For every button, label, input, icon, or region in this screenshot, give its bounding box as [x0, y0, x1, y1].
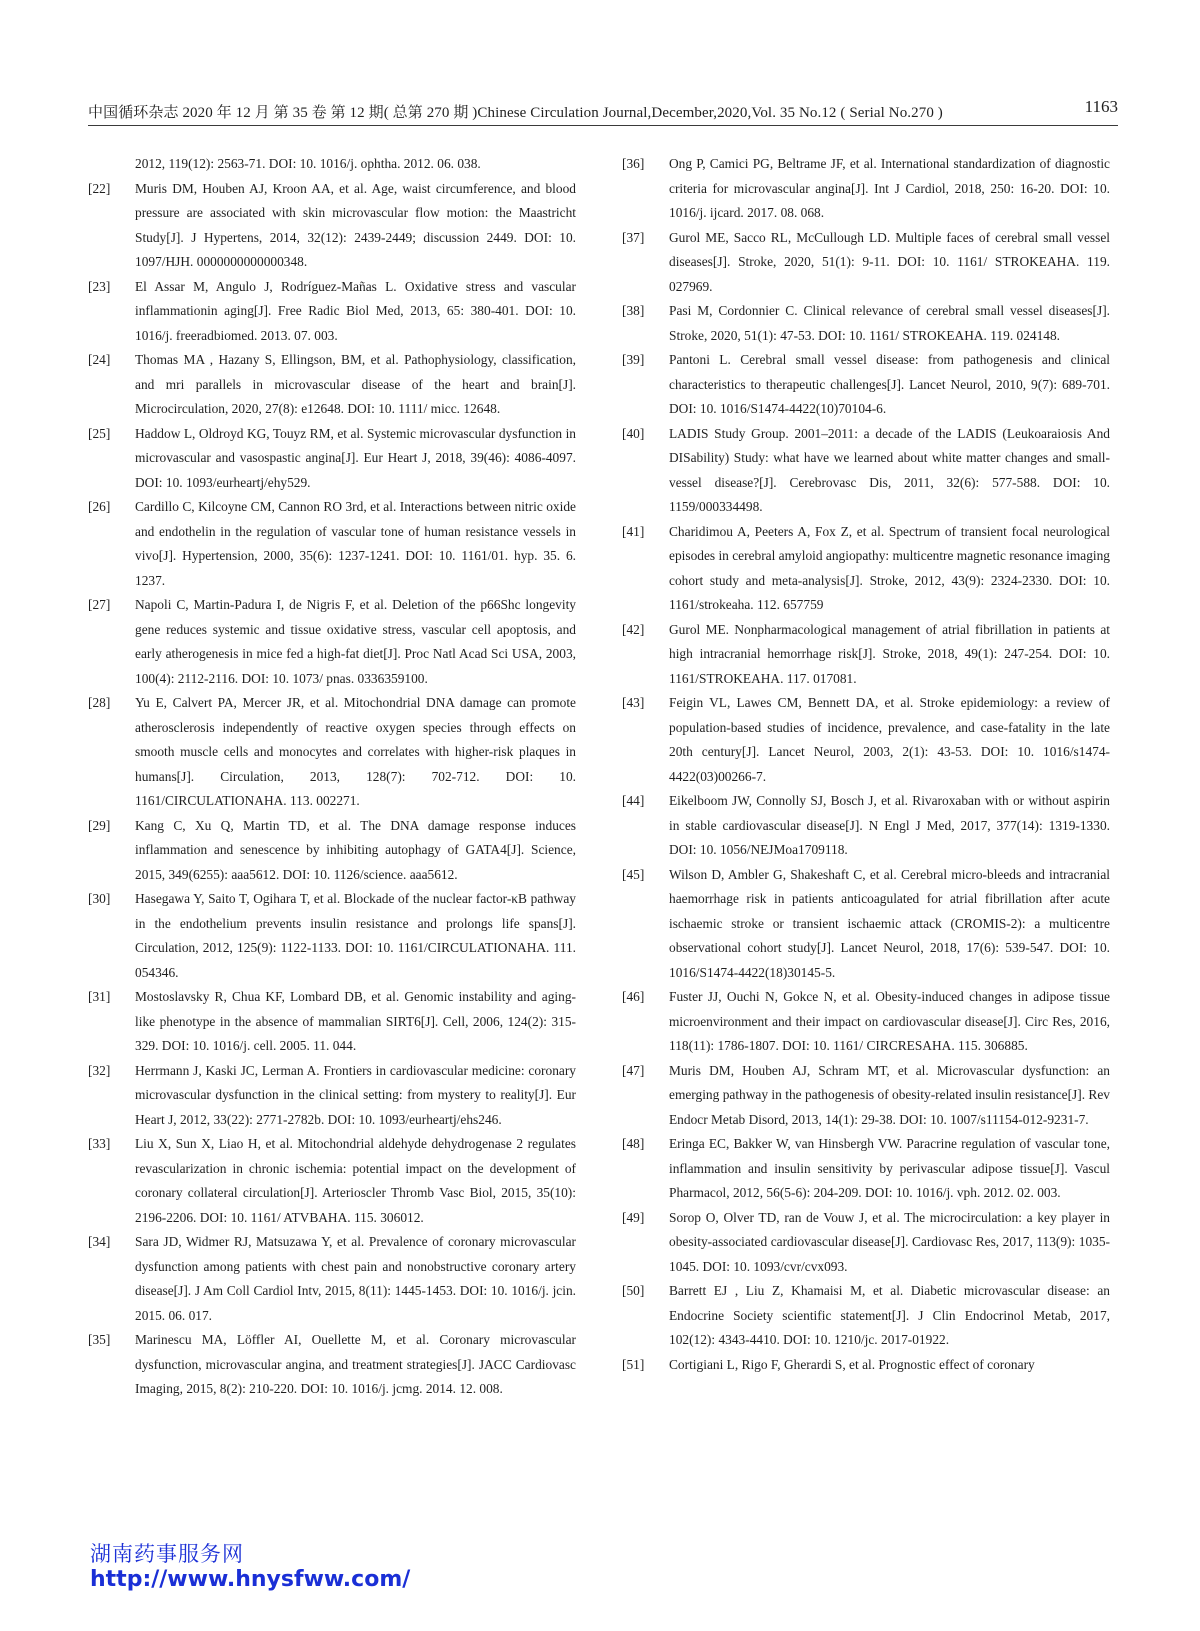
reference-text: Barrett EJ , Liu Z, Khamaisi M, et al. Diabetic microvascular disease: an Endocrine Society scientific statement[J]. J Clin Endocrinol Metab, 2017, 102(12): 4343-4410. DOI: 10. 1210/jc. 2017-01922.	[669, 1283, 1110, 1347]
reference-text: Charidimou A, Peeters A, Fox Z, et al. Spectrum of transient focal neurological episodes in cerebral amyloid angiopathy: multicentre magnetic resonance imaging cohort study and meta-analysis[J]. Stroke, 2012, 43(9): 2324-2330. DOI: 10. 1161/strokeaha. 112. 657759	[669, 523, 1110, 612]
reference-item	[622, 520, 1110, 618]
reference-number: [31]	[88, 989, 111, 1004]
reference-text: Haddow L, Oldroyd KG, Touyz RM, et al. Systemic microvascular dysfunction in microvascular and vasospastic angina[J]. Eur Heart J, 2018, 39(46): 4086-4097. DOI: 10. 1093/eurheartj/ehy529.	[135, 425, 576, 490]
reference-number: [46]	[622, 989, 645, 1004]
reference-text: Napoli C, Martin-Padura I, de Nigris F, et al. Deletion of the p66Shc longevity gene reduces systemic and tissue oxidative stress, vascular cell apoptosis, and early atherogenesis in mice fed a high-fat diet[J]. Proc Natl Acad Sci USA, 2003, 100(4): 2112-2116. DOI: 10. 1073/ pnas. 0336359100.	[135, 597, 576, 686]
reference-number: [37]	[622, 229, 645, 245]
reference-text: Hasegawa Y, Saito T, Ogihara T, et al. Blockade of the nuclear factor-κB pathway in the endothelium prevents insulin resistance and prolongs life spans[J]. Circulation, 2012, 125(9): 1122-1133. DOI: 10. 1161/CIRCULATIONAHA. 111. 054346.	[135, 891, 576, 980]
reference-number: [50]	[622, 1283, 645, 1298]
reference-number: [41]	[622, 523, 645, 539]
reference-number: [30]	[88, 891, 111, 906]
reference-item	[88, 1230, 576, 1328]
reference-text: Herrmann J, Kaski JC, Lerman A. Frontiers in cardiovascular medicine: coronary microvascular dysfunction in the clinical setting: from mystery to reality[J]. Eur Heart J, 2012, 33(22): 2771-2782b. DOI: 10. 1093/eurheartj/ehs246.	[135, 1062, 576, 1127]
reference-text: Eringa EC, Bakker W, van Hinsbergh VW. Paracrine regulation of vascular tone, inflammation and insulin sensitivity by perivascular adipose tissue[J]. Vascul Pharmacol, 2012, 56(5-6): 204-209. DOI: 10. 1016/j. vph. 2012. 02. 003.	[669, 1136, 1110, 1200]
reference-number: [38]	[622, 303, 645, 318]
running-header	[88, 99, 1118, 126]
reference-text: Yu E, Calvert PA, Mercer JR, et al. Mitochondrial DNA damage can promote atherosclerosis independently of reactive oxygen species through effects on smooth muscle cells and monocytes and correlates with higher-risk plaques in humans[J]. Circulation, 2013, 128(7): 702-712. DOI: 10. 1161/CIRCULATIONAHA. 113. 002271.	[135, 695, 576, 808]
reference-number: [36]	[622, 156, 645, 171]
reference-number: [44]	[622, 793, 645, 808]
reference-text: Fuster JJ, Ouchi N, Gokce N, et al. Obesity-induced changes in adipose tissue microenvironment and their impact on cardiovascular disease[J]. Circ Res, 2016, 118(11): 1786-1807. DOI: 10. 1161/ CIRCRESAHA. 115. 306885.	[669, 989, 1110, 1053]
reference-text: El Assar M, Angulo J, Rodríguez-Mañas L. Oxidative stress and vascular inflammationin aging[J]. Free Radic Biol Med, 2013, 65: 380-401. DOI: 10. 1016/j. freeradbiomed. 2013. 07. 003.	[135, 278, 576, 343]
left-reference-column	[88, 152, 576, 1402]
reference-item	[88, 1059, 576, 1133]
reference-item	[622, 422, 1110, 520]
reference-item	[622, 152, 1110, 226]
reference-text: Thomas MA , Hazany S, Ellingson, BM, et al. Pathophysiology, classification, and mri parallels in microvascular disease of the heart and brain[J]. Microcirculation, 2020, 27(8): e12648. DOI: 10. 1111/ micc. 12648.	[135, 352, 576, 416]
reference-text: Gurol ME. Nonpharmacological management of atrial fibrillation in patients at high intracranial hemorrhage risk[J]. Stroke, 2018, 49(1): 247-254. DOI: 10. 1161/STROKEAHA. 117. 017081.	[669, 621, 1110, 686]
reference-item	[88, 814, 576, 888]
reference-number: [26]	[88, 499, 111, 514]
reference-text: Kang C, Xu Q, Martin TD, et al. The DNA damage response induces inflammation and senescence by inhibiting autophagy of GATA4[J]. Science, 2015, 349(6255): aaa5612. DOI: 10. 1126/science. aaa5612.	[135, 817, 576, 882]
reference-continuation: 2012, 119(12): 2563-71. DOI: 10. 1016/j. ophtha. 2012. 06. 038.	[135, 156, 481, 171]
reference-text: Ong P, Camici PG, Beltrame JF, et al. International standardization of diagnostic criteria for microvascular angina[J]. Int J Cardiol, 2018, 250: 16-20. DOI: 10. 1016/j. ijcard. 2017. 08. 068.	[669, 156, 1110, 220]
reference-number: [33]	[88, 1136, 111, 1151]
reference-number: [29]	[88, 817, 111, 833]
reference-number: [42]	[622, 621, 645, 637]
reference-text: Pasi M, Cordonnier C. Clinical relevance of cerebral small vessel diseases[J]. Stroke, 2020, 51(1): 47-53. DOI: 10. 1161/ STROKEAHA. 119. 024148.	[669, 303, 1110, 343]
reference-item	[88, 691, 576, 814]
journal-header: 中国循环杂志 2020 年 12 月 第 35 卷 第 12 期( 总第 270 期 )Chinese Circulation Journal,December,2020,Vol. 35 No.12 ( Serial No.270 )	[88, 105, 943, 121]
reference-number: [23]	[88, 278, 111, 294]
reference-item	[622, 691, 1110, 789]
reference-text: Liu X, Sun X, Liao H, et al. Mitochondrial aldehyde dehydrogenase 2 regulates revascularization in chronic ischemia: potential impact on the development of coronary collateral circulation[J]. Arterioscler Thromb Vasc Biol, 2015, 35(10): 2196-2206. DOI: 10. 1161/ ATVBAHA. 115. 306012.	[135, 1136, 576, 1225]
reference-number: [32]	[88, 1062, 111, 1078]
reference-number: [28]	[88, 695, 111, 710]
reference-item	[88, 275, 576, 349]
reference-item	[88, 348, 576, 422]
reference-number: [39]	[622, 352, 645, 367]
reference-item	[622, 348, 1110, 422]
reference-text: Marinescu MA, Löffler AI, Ouellette M, et al. Coronary microvascular dysfunction, microvascular angina, and treatment strategies[J]. JACC Cardiovasc Imaging, 2015, 8(2): 210-220. DOI: 10. 1016/j. jcmg. 2014. 12. 008.	[135, 1332, 576, 1396]
reference-number: [51]	[622, 1356, 645, 1372]
reference-item	[88, 593, 576, 691]
reference-item	[622, 1353, 1110, 1378]
reference-item	[88, 422, 576, 496]
reference-item	[622, 1059, 1110, 1133]
reference-text: Sara JD, Widmer RJ, Matsuzawa Y, et al. Prevalence of coronary microvascular dysfunction among patients with chest pain and nonobstructive coronary artery disease[J]. J Am Coll Cardiol Intv, 2015, 8(11): 1445-1453. DOI: 10. 1016/j. jcin. 2015. 06. 017.	[135, 1234, 576, 1323]
reference-text: Eikelboom JW, Connolly SJ, Bosch J, et al. Rivaroxaban with or without aspirin in stable cardiovascular disease[J]. N Engl J Med, 2017, 377(14): 1319-1330. DOI: 10. 1056/NEJMoa1709118.	[669, 793, 1110, 857]
reference-text: Wilson D, Ambler G, Shakeshaft C, et al. Cerebral micro-bleeds and intracranial haemorrhage risk in patients anticoagulated for atrial fibrillation after acute ischaemic stroke or transient ischaemic attack (CROMIS-2): a multicentre observational cohort study[J]. Lancet Neurol, 2018, 17(6): 539-547. DOI: 10. 1016/S1474-4422(18)30145-5.	[669, 866, 1110, 980]
reference-item	[88, 495, 576, 593]
reference-text: Cardillo C, Kilcoyne CM, Cannon RO 3rd, et al. Interactions between nitric oxide and endothelin in the regulation of vascular tone of human resistance vessels in vivo[J]. Hypertension, 2000, 35(6): 1237-1241. DOI: 10. 1161/01. hyp. 35. 6. 1237.	[135, 499, 576, 588]
reference-text: Sorop O, Olver TD, ran de Vouw J, et al. The microcirculation: a key player in obesity-associated cardiovascular disease[J]. Cardiovasc Res, 2017, 113(9): 1035-1045. DOI: 10. 1093/cvr/cvx093.	[669, 1209, 1110, 1274]
page-number: 1163	[1084, 97, 1118, 116]
right-reference-column	[622, 152, 1110, 1377]
reference-item	[622, 985, 1110, 1059]
reference-number: [25]	[88, 425, 111, 441]
reference-item	[622, 299, 1110, 348]
reference-number: [40]	[622, 425, 645, 441]
reference-item	[88, 177, 576, 275]
reference-item	[622, 863, 1110, 986]
reference-text: Gurol ME, Sacco RL, McCullough LD. Multiple faces of cerebral small vessel diseases[J]. Stroke, 2020, 51(1): 9-11. DOI: 10. 1161/ STROKEAHA. 119. 027969.	[669, 229, 1110, 294]
watermark	[90, 1541, 410, 1593]
reference-text: Cortigiani L, Rigo F, Gherardi S, et al. Prognostic effect of coronary	[669, 1356, 1035, 1372]
reference-text: Mostoslavsky R, Chua KF, Lombard DB, et al. Genomic instability and aging-like phenotype in the absence of mammalian SIRT6[J]. Cell, 2006, 124(2): 315-329. DOI: 10. 1016/j. cell. 2005. 11. 044.	[135, 989, 576, 1053]
reference-item	[622, 1279, 1110, 1353]
reference-item	[622, 226, 1110, 300]
reference-item	[88, 985, 576, 1059]
reference-item	[622, 1206, 1110, 1280]
reference-number: [43]	[622, 695, 645, 710]
reference-item	[88, 1328, 576, 1402]
reference-item	[622, 618, 1110, 692]
reference-number: [48]	[622, 1136, 645, 1151]
reference-text: Muris DM, Houben AJ, Schram MT, et al. Microvascular dysfunction: an emerging pathway in the pathogenesis of obesity-related insulin resistance[J]. Rev Endocr Metab Disord, 2013, 14(1): 29-38. DOI: 10. 1007/s11154-012-9231-7.	[669, 1062, 1110, 1127]
reference-number: [45]	[622, 866, 645, 882]
reference-number: [24]	[88, 352, 111, 367]
watermark-site-name: 湖南药事服务网	[90, 1542, 244, 1566]
reference-number: [47]	[622, 1062, 645, 1078]
reference-item	[88, 1132, 576, 1230]
reference-text: Feigin VL, Lawes CM, Bennett DA, et al. Stroke epidemiology: a review of population-based studies of incidence, prevalence, and case-fatality in the late 20th century[J]. Lancet Neurol, 2003, 2(1): 43-53. DOI: 10. 1016/s1474-4422(03)00266-7.	[669, 695, 1110, 784]
reference-text: Muris DM, Houben AJ, Kroon AA, et al. Age, waist circumference, and blood pressure are associated with skin microvascular flow motion: the Maastricht Study[J]. J Hypertens, 2014, 32(12): 2439-2449; discussion 2449. DOI: 10. 1097/HJH. 0000000000000348.	[135, 180, 576, 269]
reference-item	[88, 887, 576, 985]
reference-text: Pantoni L. Cerebral small vessel disease: from pathogenesis and clinical characteristics to therapeutic challenges[J]. Lancet Neurol, 2010, 9(7): 689-701. DOI: 10. 1016/S1474-4422(10)70104-6.	[669, 352, 1110, 416]
reference-number: [35]	[88, 1332, 111, 1347]
reference-text: LADIS Study Group. 2001–2011: a decade of the LADIS (Leukoaraiosis And DISability) Study: what have we learned about white matter changes and small-vessel disease?[J]. Cerebrovasc Dis, 2011, 32(6): 577-588. DOI: 10. 1159/000334498.	[669, 425, 1110, 514]
reference-number: [27]	[88, 597, 111, 612]
reference-number: [22]	[88, 180, 111, 196]
reference-number: [49]	[622, 1209, 645, 1225]
watermark-url[interactable]: http://www.hnysfww.com/	[90, 1567, 411, 1592]
reference-item	[622, 789, 1110, 863]
reference-number: [34]	[88, 1234, 111, 1249]
reference-item	[622, 1132, 1110, 1206]
